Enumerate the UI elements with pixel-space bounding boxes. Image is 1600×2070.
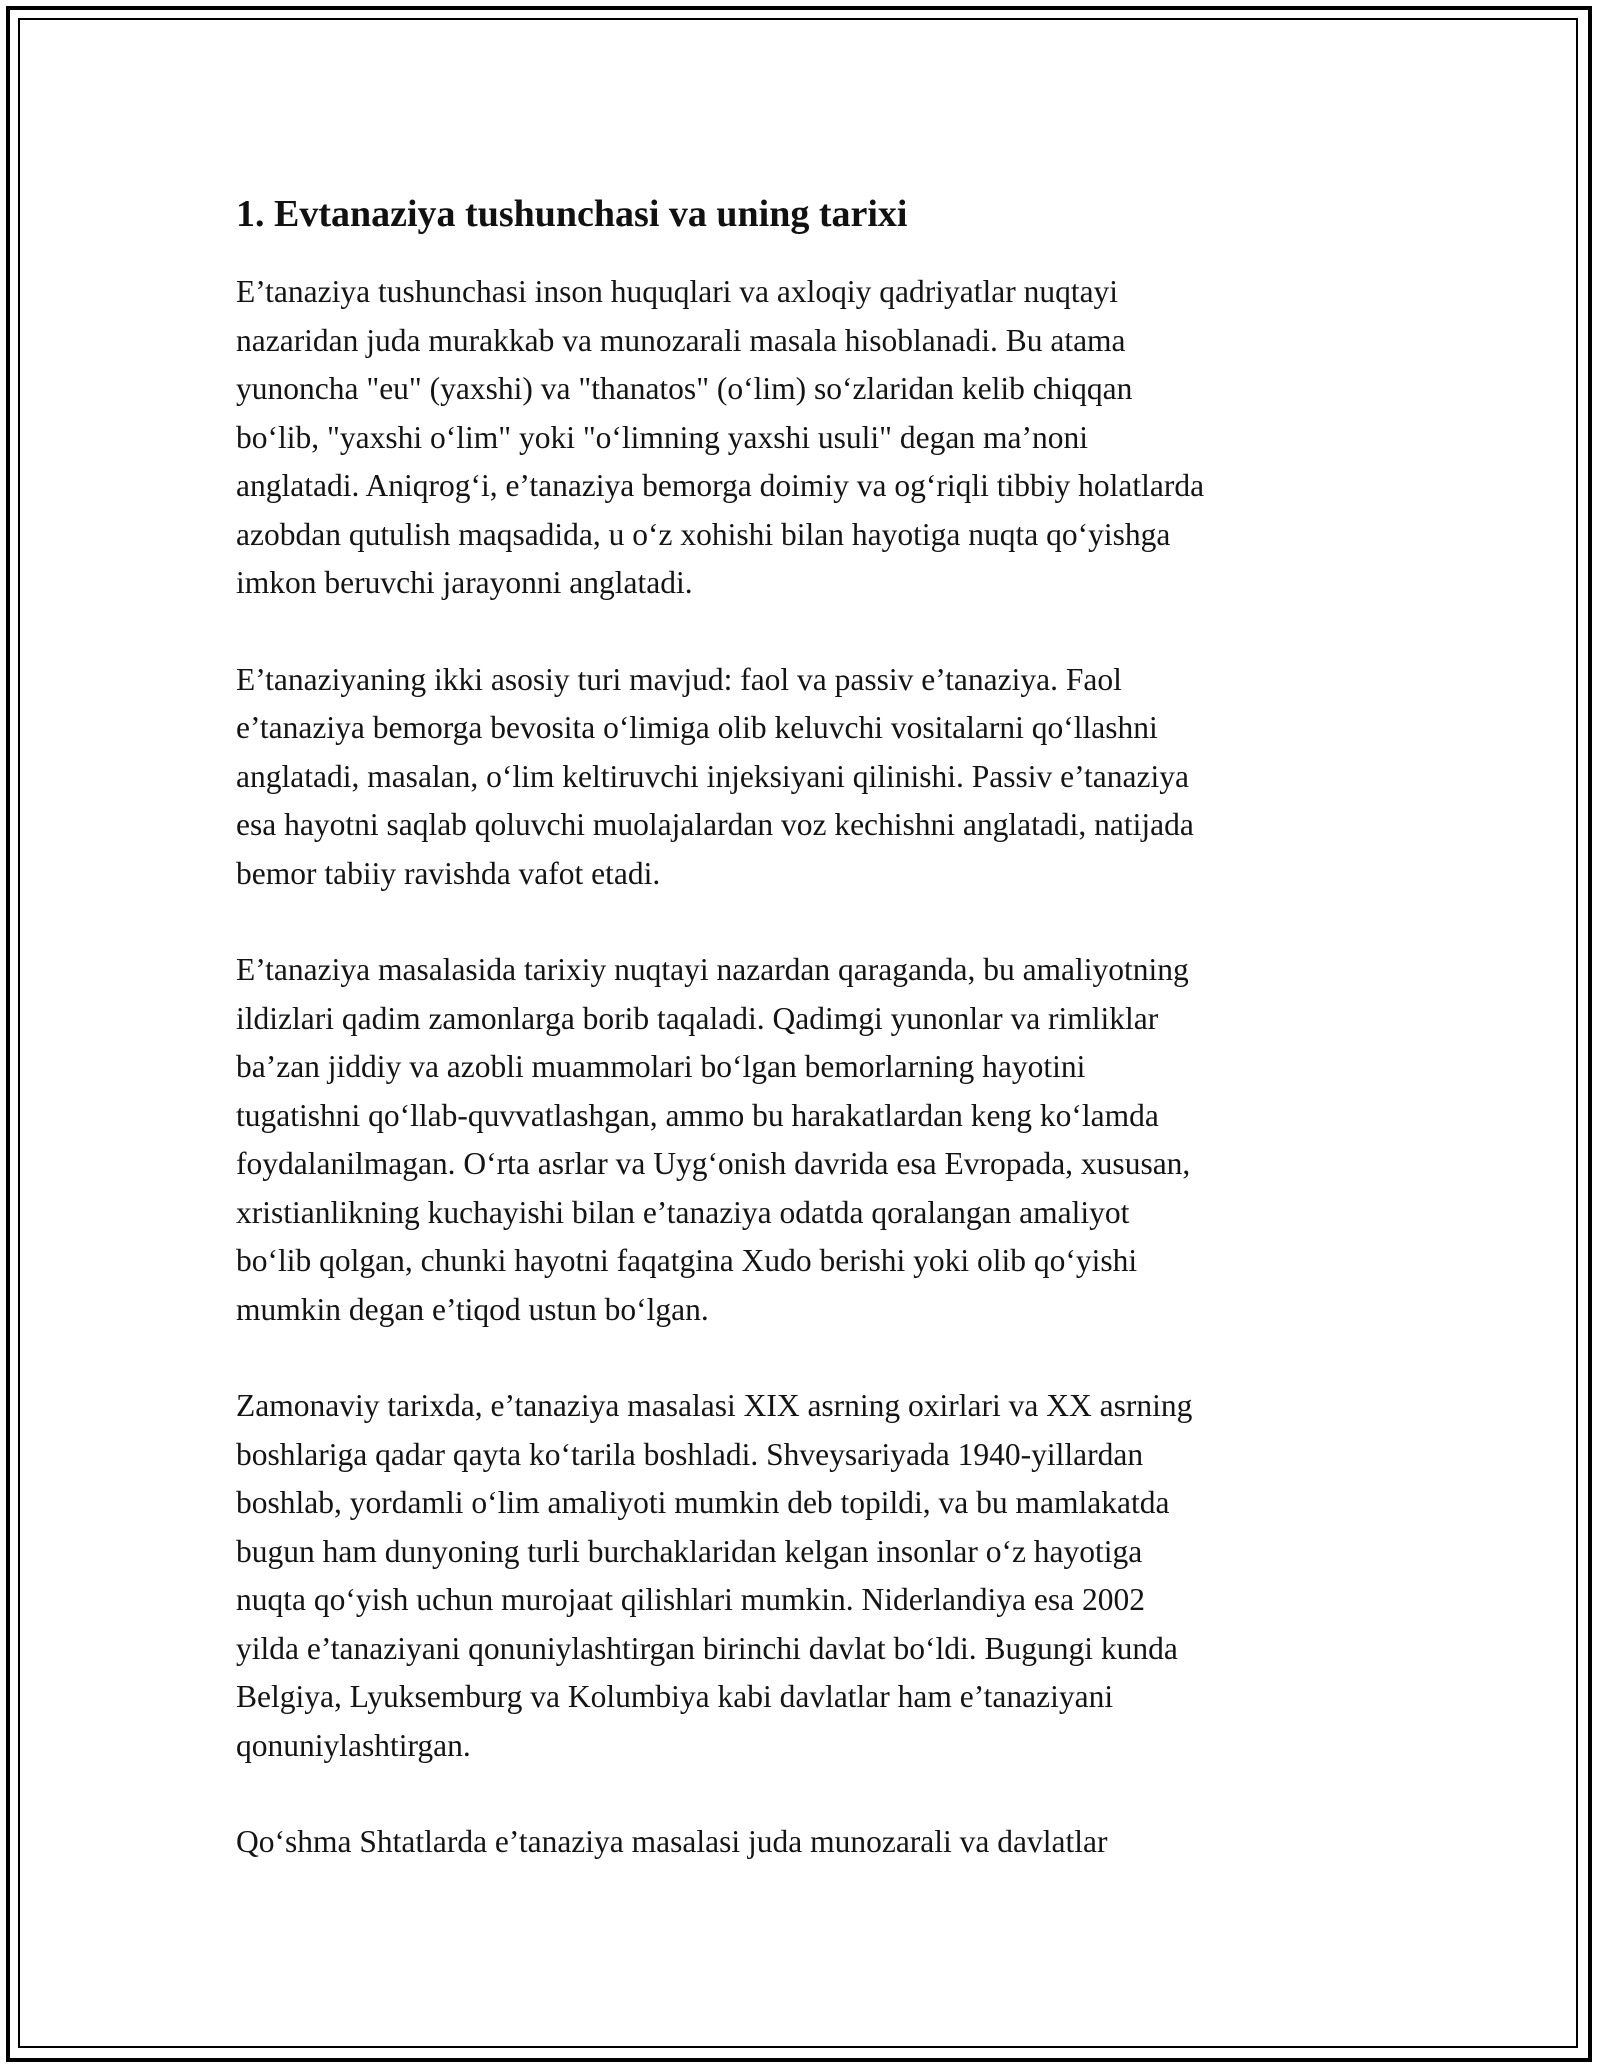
text-line: yilda e’tanaziyani qonuniylashtirgan birinchi davlat bo‘ldi. Bugungi kunda xyxy=(236,1630,1178,1666)
text-line: anglatadi, masalan, o‘lim keltiruvchi injeksiyani qilinishi. Passiv e’tanaziya xyxy=(236,758,1189,794)
text-line: boshlariga qadar qayta ko‘tarila boshladi. Shveysariyada 1940-yillardan xyxy=(236,1436,1144,1472)
text-line: azobdan qutulish maqsadida, u o‘z xohishi bilan hayotiga nuqta qo‘yishga xyxy=(236,516,1171,552)
text-line: boshlab, yordamli o‘lim amaliyoti mumkin deb topildi, va bu mamlakatda xyxy=(236,1485,1170,1520)
text-line: xristianlikning kuchayishi bilan e’tanaziya odatda qoralangan amaliyot xyxy=(236,1194,1130,1230)
text-line: Zamonaviy tarixda, e’tanaziya masalasi XIX asrning oxirlari va XX asrning xyxy=(236,1388,1193,1423)
text-line: Belgiya, Lyuksemburg va Kolumbiya kabi davlatlar ham e’tanaziyani xyxy=(236,1679,1114,1714)
text-line: mumkin degan e’tiqod ustun bo‘lgan. xyxy=(236,1291,709,1327)
document-body xyxy=(236,186,1376,1915)
text-line: ildizlari qadim zamonlarga borib taqaladi. Qadimgi yunonlar va rimliklar xyxy=(236,1000,1159,1036)
text-line: E’tanaziya masalasida tarixiy nuqtayi nazardan qaraganda, bu amaliyotning xyxy=(236,952,1189,987)
text-line: bemor tabiiy ravishda vafot etadi. xyxy=(236,855,661,891)
paragraph-4 xyxy=(236,1382,1376,1770)
text-line: esa hayotni saqlab qoluvchi muolajalardan voz kechishni anglatadi, natijada xyxy=(236,807,1194,842)
text-line: E’tanaziyaning ikki asosiy turi mavjud: faol va passiv e’tanaziya. Faol xyxy=(236,661,1122,697)
text-line: tugatishni qo‘llab-quvvatlashgan, ammo bu harakatlardan keng ko‘lamda xyxy=(236,1097,1159,1133)
text-line: ba’zan jiddiy va azobli muammolari bo‘lgan bemorlarning hayotini xyxy=(236,1049,1086,1084)
text-line: imkon beruvchi jarayonni anglatadi. xyxy=(236,565,693,600)
text-line: nazaridan juda murakkab va munozarali masala hisoblanadi. Bu atama xyxy=(236,322,1126,358)
text-line: foydalanilmagan. O‘rta asrlar va Uyg‘onish davrida esa Evropada, xususan, xyxy=(236,1146,1191,1181)
paragraph-3 xyxy=(236,946,1376,1334)
paragraph-2 xyxy=(236,656,1376,899)
paragraph-5 xyxy=(236,1818,1376,1867)
paragraph-1 xyxy=(236,268,1376,608)
text-line: qonuniylashtirgan. xyxy=(236,1727,471,1763)
text-line: Qo‘shma Shtatlarda e’tanaziya masalasi juda munozarali va davlatlar xyxy=(236,1824,1108,1859)
text-line: e’tanaziya bemorga bevosita o‘limiga olib keluvchi vositalarni qo‘llashni xyxy=(236,710,1158,745)
text-line: bugun ham dunyoning turli burchaklaridan kelgan insonlar o‘z hayotiga xyxy=(236,1533,1143,1569)
section-heading: 1. Evtanaziya tushunchasi va uning tarixi xyxy=(236,193,908,235)
text-line: bo‘lib, "yaxshi o‘lim" yoki "o‘limning yaxshi usuli" degan ma’noni xyxy=(236,419,1088,455)
text-line: nuqta qo‘yish uchun murojaat qilishlari mumkin. Niderlandiya esa 2002 xyxy=(236,1582,1145,1617)
text-line: bo‘lib qolgan, chunki hayotni faqatgina Xudo berishi yoki olib qo‘yishi xyxy=(236,1243,1138,1278)
text-line: E’tanaziya tushunchasi inson huquqlari va axloqiy qadriyatlar nuqtayi xyxy=(236,274,1119,309)
text-line: anglatadi. Aniqrog‘i, e’tanaziya bemorga doimiy va og‘riqli tibbiy holatlarda xyxy=(236,468,1205,503)
text-line: yunoncha "eu" (yaxshi) va "thanatos" (o‘lim) so‘zlaridan kelib chiqqan xyxy=(236,371,1133,406)
